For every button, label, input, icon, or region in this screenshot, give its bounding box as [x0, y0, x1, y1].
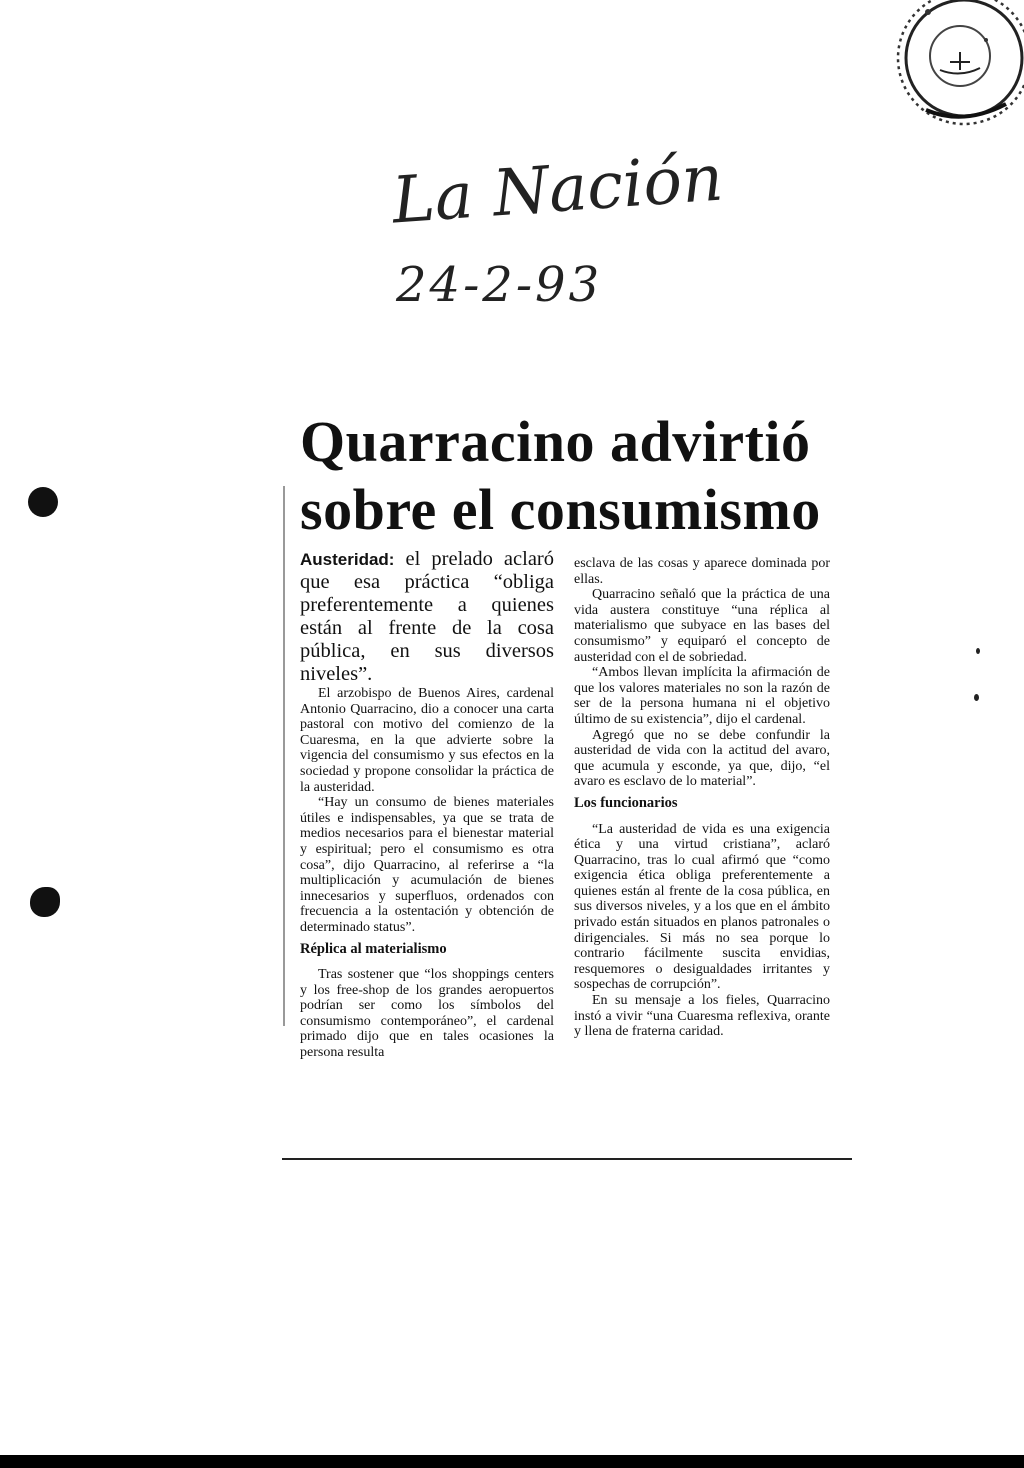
subhead-replica: Réplica al materialismo [300, 940, 447, 957]
body-paragraph: Quarracino señaló que la práctica de una vida austera constituye “una réplica al materialismo que subyace en las bases del consumismo” y equiparó el concepto de austeridad con el de sobriedad. [574, 587, 830, 665]
scan-speck [976, 648, 980, 654]
article-column-right [574, 556, 830, 1040]
lead-paragraph [300, 548, 554, 686]
scan-speck [974, 694, 979, 701]
handwritten-newspaper-name: La Nación [389, 141, 726, 239]
body-paragraph: “La austeridad de vida es una exigencia ética y una virtud cristiana”, aclaró Quarracino, tras lo cual afirmó que “como exigencia ética obliga preferentemente a quienes están al frente de la cosa pública, en sus diversos niveles, y a los que en el ámbito privado están situados en planos patronales o dirigenciales. Si más no sea porque lo contrario fácilmente suscita envidias, resquemores o desigualdades irritantes y sospechas de corrupción”. [574, 821, 830, 993]
punch-hole-top [28, 487, 58, 517]
headline [300, 408, 860, 544]
body-paragraph: Agregó que no se debe confundir la austeridad de vida con la actitud del avaro, que acumula y esconde, ya que, dijo, “el avaro es esclavo de lo material”. [574, 727, 830, 790]
body-paragraph: Tras sostener que “los shoppings centers y los free-shop de los grandes aeropuertos podrían ser como los símbolos del consumismo contemporáneo”, el cardenal primado dijo que en tales ocasiones la persona resulta [300, 967, 554, 1061]
headline-line-1: Quarracino advirtió [300, 409, 811, 474]
body-paragraph: “Hay un consumo de bienes materiales útiles e indispensables, ya que se trata de medios necesarios para el bienestar material y espiritual; pero el consumismo es otra cosa”, dijo Quarracino, al referirse a “la multiplicación y acumulación de bienes innecesarios y superfluos, ordenados con frecuencia a la ostentación y obtención de determinado status”. [300, 795, 554, 935]
lead-kicker: Austeridad: [300, 550, 395, 569]
article-column-left [300, 548, 554, 1061]
punch-hole-bottom [30, 887, 60, 917]
headline-line-2: sobre el consumismo [300, 477, 821, 542]
subhead-funcionarios: Los funcionarios [574, 794, 678, 811]
lead-text: el prelado aclaró que esa práctica “obliga preferentemente a quienes están al frente de la cosa pública, en sus diversos niveles”. [300, 548, 554, 685]
article-bottom-rule [282, 1158, 852, 1160]
body-paragraph: El arzobispo de Buenos Aires, cardenal Antonio Quarracino, dio a conocer una carta pastoral con motivo del comienzo de la Cuaresma, en la que advierte sobre la vigencia del consumismo y sus efectos en la sociedad y propone consolidar la práctica de la austeridad. [300, 686, 554, 795]
handwritten-date: 24-2-93 [396, 257, 603, 313]
body-paragraph: esclava de las cosas y aparece dominada por ellas. [574, 556, 830, 587]
scan-bottom-edge [0, 1455, 1024, 1468]
archive-stamp [868, 0, 1024, 128]
body-paragraph: En su mensaje a los fieles, Quarracino instó a vivir “una Cuaresma reflexiva, orante y llena de fraterna caridad. [574, 993, 830, 1040]
column-rule [283, 486, 285, 1026]
body-paragraph: “Ambos llevan implícita la afirmación de que los valores materiales no son la razón de ser de la persona humana ni el objetivo último de su existencia”, dijo el cardenal. [574, 665, 830, 727]
